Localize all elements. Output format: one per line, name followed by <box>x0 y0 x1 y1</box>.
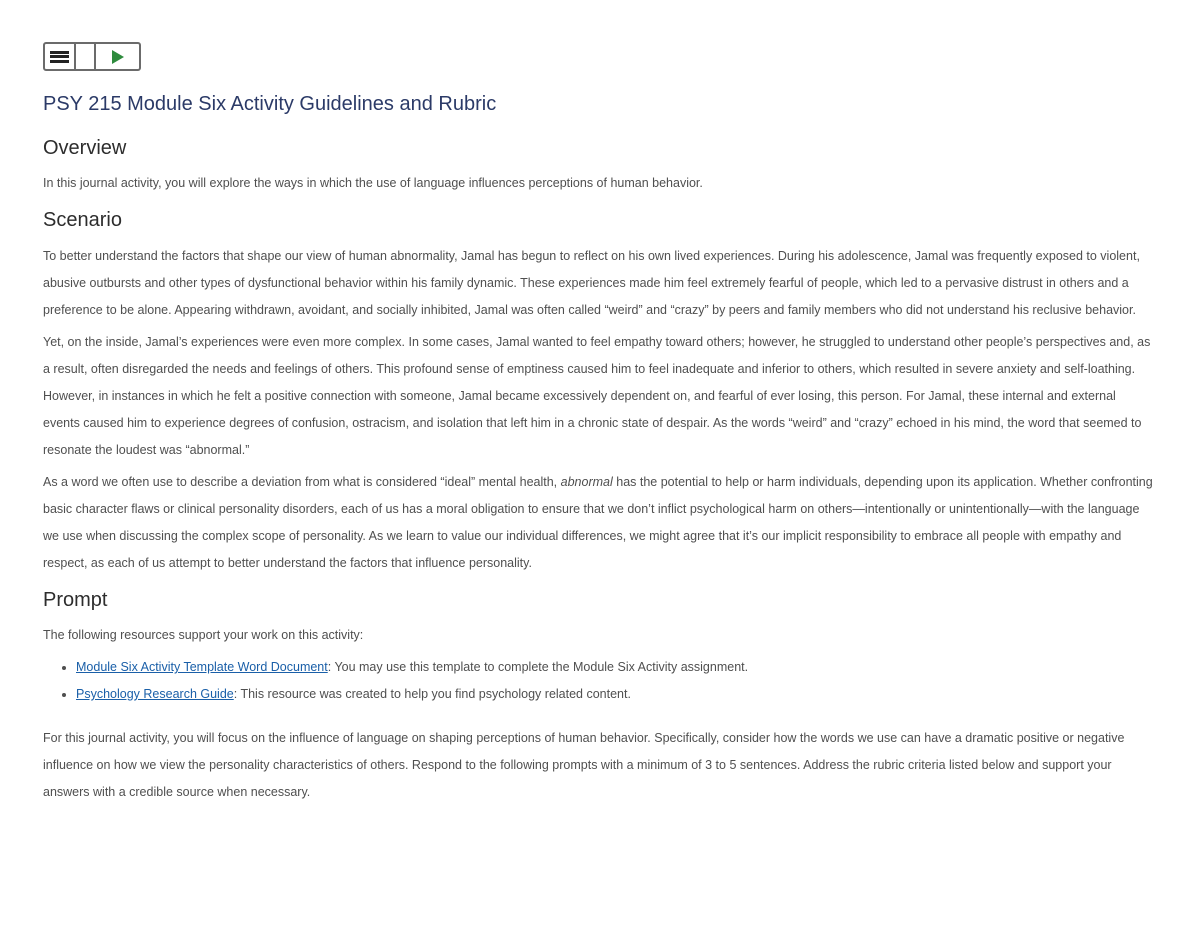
overview-text: In this journal activity, you will explore the ways in which the use of language influences perceptions of human behavior. <box>43 176 703 190</box>
list-item <box>76 681 1153 708</box>
abnormal-emphasis: abnormal <box>560 475 613 489</box>
page-title: PSY 215 Module Six Activity Guidelines and Rubric <box>43 93 497 115</box>
toolbar-divider-button[interactable] <box>76 44 96 69</box>
research-guide-link[interactable]: Psychology Research Guide <box>76 687 234 701</box>
document-toolbar <box>43 42 141 71</box>
resource-description: : This resource was created to help you find psychology related content. <box>233 687 631 701</box>
document-page <box>43 42 1153 806</box>
play-button[interactable] <box>96 44 139 69</box>
scenario-heading: Scenario <box>43 209 122 231</box>
list-item <box>76 654 1153 681</box>
menu-button[interactable] <box>45 44 76 69</box>
play-icon <box>112 50 124 64</box>
resources-intro: The following resources support your work on this activity: <box>43 628 364 642</box>
focus-paragraph: For this journal activity, you will focus on the influence of language on shaping perceptions of human behavior. Specifically, consider how the words we use can have a dramatic positive or negative influence on how we view the personality characteristics of others. Respond to the following prompts with a minimum of 3 to 5 sentences. Address the rubric criteria listed below and support your answers with a credible source when necessary. <box>43 731 1125 799</box>
scenario-p3-before: As a word we often use to describe a deviation from what is considered “ideal” mental health, <box>43 475 561 489</box>
prompt-heading: Prompt <box>43 589 108 611</box>
scenario-p3-after: has the potential to help or harm individuals, depending upon its application. Whether confronting basic character flaws or clinical personality disorders, each of us has a moral obligation to ensure that we don’t inflict psychological harm on others—intentionally or unintentionally—with the language we use when discussing the complex scope of personality. As we learn to value our individual differences, we might agree that it’s our implicit responsibility to embrace all people with empathy and respect, as each of us attempt to better understand the factors that influence personality. <box>43 475 1153 570</box>
hamburger-menu-icon <box>50 49 69 64</box>
template-document-link[interactable]: Module Six Activity Template Word Document <box>76 660 328 674</box>
scenario-paragraph-3 <box>43 469 1153 577</box>
resources-list <box>43 654 1153 708</box>
scenario-paragraph-2: Yet, on the inside, Jamal’s experiences were even more complex. In some cases, Jamal wanted to feel empathy toward others; however, he struggled to understand other people’s perspectives and, as a result, often disregarded the needs and feelings of others. This profound sense of emptiness caused him to feel inadequate and inferior to others, which resulted in severe anxiety and self-loathing. However, in instances in which he felt a positive connection with someone, Jamal became excessively dependent on, and fearful of ever losing, this person. For Jamal, these internal and external events caused him to experience degrees of confusion, ostracism, and isolation that left him in a chronic state of despair. As the words “weird” and “crazy” echoed in his mind, the word that seemed to resonate the loudest was “abnormal.” <box>43 335 1151 457</box>
resource-description: : You may use this template to complete the Module Six Activity assignment. <box>327 660 749 674</box>
overview-heading: Overview <box>43 137 127 159</box>
scenario-paragraph-1: To better understand the factors that shape our view of human abnormality, Jamal has begun to reflect on his own lived experiences. During his adolescence, Jamal was frequently exposed to violent, abusive outbursts and other types of dysfunctional behavior within his family dynamic. These experiences made him feel extremely fearful of people, which led to a pervasive distrust in others and a preference to be alone. Appearing withdrawn, avoidant, and socially inhibited, Jamal was often called “weird” and “crazy” by peers and family members who did not understand his reclusive behavior. <box>43 249 1140 317</box>
